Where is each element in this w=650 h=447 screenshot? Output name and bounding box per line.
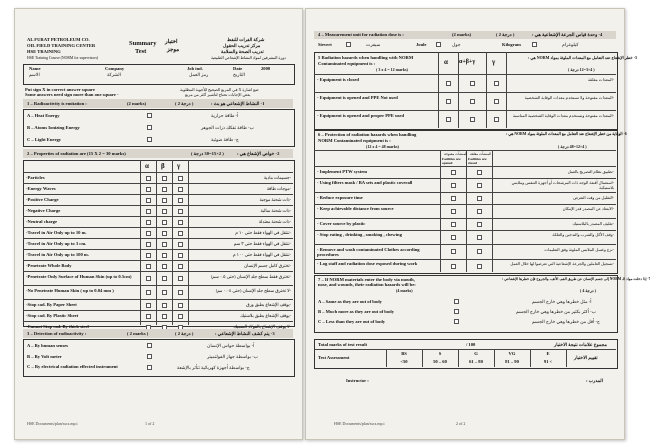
instructions-ar-2: بعض الإجابات تحتاج لتأشير أكثر من مربع (185, 92, 251, 97)
beta-header: β (161, 162, 165, 170)
q6-row-label: - Using filters mask / BA sets and plastic coverall (317, 180, 413, 185)
q2-row-label: -Cannot Stop cad. By thick steel (26, 324, 89, 329)
q5-row-label-ar: -المعدات مغلقة (587, 77, 614, 82)
q6-row-label-ar: -نزع وغسل الملابس الملوثة وفق التعليمات (544, 246, 614, 252)
q3-option-c-ar: ج- بواسطة أجهزة كهربائية تتأثر بالإشعة (177, 365, 250, 370)
q2-checkbox-alpha[interactable] (146, 253, 151, 258)
q6-row-label: - Remove and wash contaminated Clothes according procedures (317, 246, 420, 257)
q2-checkbox-beta[interactable] (162, 209, 167, 214)
q2-checkbox-alpha[interactable] (146, 314, 151, 319)
q5-title-line1: 5 Radiation hazards when handling with NORM (318, 55, 414, 60)
job-label: Job ind. (187, 66, 203, 71)
q2-checkbox-alpha[interactable] (146, 303, 151, 308)
q2-row-label-ar: -ذات شحنة سالبة (260, 208, 291, 213)
q7-checkbox-a[interactable] (454, 299, 459, 304)
doc-title-2: Test (135, 48, 147, 55)
q5-mixed-header: α+β+γ (459, 59, 476, 65)
q6-checkbox-closed[interactable] (477, 209, 482, 214)
q2-checkbox-alpha[interactable] (146, 209, 151, 214)
q2-title: 2 – Properties of radiation are (15 X 2 = 30 marks) (27, 151, 126, 156)
q1-title: 1 – Radioactivity is emitation : (27, 101, 87, 106)
center-name: OIL FIELD TRAINING CENTER (27, 43, 96, 48)
q2-row-label-ar: -تنتقل في الهواء فقط حتى ١٠٠ م (232, 252, 291, 257)
q2-checkbox-beta[interactable] (162, 253, 167, 258)
grade-code: S (438, 351, 442, 356)
unit-sievert: Sievert (318, 42, 332, 47)
q2-row-divider (23, 238, 293, 239)
q6-checkbox-closed[interactable] (477, 249, 482, 254)
q3-marks-ar: ( درجة 2 ) (175, 331, 194, 336)
date-label-ar: التاريخ (233, 72, 245, 77)
q5-checkbox-alpha[interactable] (446, 117, 451, 122)
q4-title-ar: 4- وحدة قياس الجرعة الإشعاعية هي : (532, 32, 603, 37)
q7-title-ar: 7- إذا دخلت مواد الـ NORM إلى جسم الإنسان عن طريق الفم، الأنف، والجروح فإن خطرها الإشعاعي : (502, 277, 650, 281)
q5-checkbox-mixed[interactable] (470, 81, 475, 86)
q6-row-divider (314, 244, 616, 245)
gamma-header: γ (177, 162, 181, 170)
q2-checkbox-alpha[interactable] (146, 220, 151, 225)
total-marks-label: Total marks of test result (318, 342, 367, 347)
q1-checkbox-c[interactable] (147, 137, 152, 142)
q6-checkbox-closed[interactable] (477, 235, 482, 240)
q7-marks: (4 marks) (396, 288, 413, 293)
q1-option-a: A – Heat Energy (27, 113, 60, 118)
company-label: Company (105, 66, 125, 71)
q1-marks-ar: ( درجة 2 ) (175, 101, 194, 106)
q2-checkbox-beta[interactable] (162, 242, 167, 247)
q4-marks: (2 marks) (452, 32, 472, 37)
q5-marks: ( 3 x 4 = 12 marks) (376, 67, 408, 72)
q5-row-label: - Equipment is opened and proper PPE used (317, 113, 405, 118)
q2-row-divider (23, 271, 293, 272)
q2-row-divider (23, 216, 293, 217)
q6-marks-ar: ( 4×12=48 درجة ) (558, 144, 587, 149)
q2-checkbox-beta[interactable] (162, 264, 167, 269)
q6-row-label: - Implement PTW system (317, 168, 368, 174)
q2-checkbox-alpha[interactable] (146, 276, 151, 281)
q6-row-label-ar: -تغليف المصدر بالبلاستيك (572, 220, 614, 226)
q1-option-b-ar: ب- طاقة تفكك ذرات الجوهر (201, 125, 255, 130)
q2-row-divider (23, 227, 293, 228)
q6-col1-ar: المنشآت مفتوحة (444, 152, 468, 156)
q1-checkbox-b[interactable] (147, 125, 152, 130)
q6-row-divider (314, 178, 616, 179)
q2-checkbox-beta[interactable] (162, 187, 167, 192)
q6-col2: Facilities are closed (468, 157, 487, 165)
course-name: HSE Training Course (NORM for supervisors) (27, 56, 99, 60)
q2-checkbox-gamma[interactable] (178, 314, 183, 319)
company-name-ar: شركة الفرات للنفط (227, 37, 265, 42)
q2-checkbox-alpha[interactable] (146, 264, 151, 269)
q2-row-divider (23, 285, 293, 286)
q2-row-label: -Neutral charge (26, 219, 57, 224)
q2-checkbox-alpha[interactable] (146, 198, 151, 203)
q2-checkbox-beta[interactable] (162, 290, 167, 295)
page2-footer-file: HSE Documents/plan/sscs.mp.t (334, 421, 385, 426)
q2-row-divider (23, 260, 293, 261)
q7-checkbox-c[interactable] (454, 319, 459, 324)
q6-row-divider (314, 204, 616, 205)
q7-title-line1: 7 – If NORM materials enter the body via mouth, (318, 277, 415, 282)
q6-checkbox-opened[interactable] (451, 235, 456, 240)
q2-checkbox-beta[interactable] (162, 176, 167, 181)
q2-row-label-ar: -تنتقل في الهواء فقط حتى ٣ سم (233, 241, 291, 246)
q6-row-label-ar: -وقف الأكل والشرب والتدخين والعلكة (552, 232, 614, 237)
instructions-1: Put sign X in correct answer square (25, 87, 95, 92)
q6-row-label-ar: -الابتعاد عن المصدر قدر الإمكان (562, 206, 614, 211)
q5-checkbox-gamma[interactable] (494, 117, 499, 122)
q2-row-label: -No Penetrate Human Skin ( up to 0.04 mm ) (26, 288, 114, 293)
q2-checkbox-gamma[interactable] (178, 209, 183, 214)
q5-title-ar: 5- خطر الإشعاع عند التعامل مع المعدات الملوثة بمواد NORM هي : (528, 55, 638, 60)
q2-row-divider (23, 205, 293, 206)
q2-row-label: -Penetrate Only Surface of Human Skin (up to 0.5cm) (26, 274, 132, 279)
q2-checkbox-alpha[interactable] (146, 187, 151, 192)
q6-row-divider (314, 259, 616, 260)
q6-checkbox-closed[interactable] (477, 196, 482, 201)
grade-code: BS (401, 351, 407, 356)
q2-row-label: -Travel in Air Only up to 3 cm. (26, 241, 87, 246)
center-name-ar: مركز تدريب الحقول (223, 43, 261, 48)
unit-joule-ar: جول (452, 42, 461, 47)
q2-checkbox-gamma[interactable] (178, 276, 183, 281)
q3-title: 3 – Detection of radioactivity : (27, 331, 87, 336)
q5-checkbox-alpha[interactable] (446, 81, 451, 86)
dept-name: HSE TRAINING (27, 49, 61, 54)
q7-checkbox-b[interactable] (454, 309, 459, 314)
q6-checkbox-opened[interactable] (451, 249, 456, 254)
unit-kilogram: Kilogram (502, 42, 521, 47)
q2-row-label-ar: -لا يوقف الإشعاع بالفولاذ السميك (233, 324, 291, 329)
doc-title-ar: اختبار (165, 39, 178, 45)
q6-col1: Facilities are opened (442, 157, 461, 165)
q3-checkbox-a[interactable] (147, 343, 152, 348)
q2-row-label: -Penetrate Whole Body (26, 263, 72, 268)
year-value: 2000 (261, 66, 271, 71)
q6-row-label: - Keep achievable distance from source (317, 206, 394, 211)
total-marks-value: / 100 (466, 342, 476, 347)
q2-checkbox-alpha[interactable] (146, 242, 151, 247)
q6-checkbox-closed[interactable] (477, 183, 482, 188)
test-page-1 (14, 8, 303, 440)
q3-marks: ( 2 marks ) (127, 331, 149, 336)
q2-row-label: -Stop cad. By Plastic Sheet (26, 313, 79, 318)
q2-row-label: -Particles (26, 175, 45, 180)
q6-row-label: - Stop eating , drinking , smoking , chewing (317, 232, 402, 237)
q2-row-label: -Negative Charge (26, 208, 61, 213)
grade-code: G (474, 351, 478, 356)
info-fields-box (23, 64, 295, 85)
q6-checkbox-opened[interactable] (451, 170, 456, 175)
company-label-ar: الشركة (107, 72, 121, 77)
unit-sievert-ar: سيفرت (366, 42, 381, 47)
q6-checkbox-opened[interactable] (451, 183, 456, 188)
unit-joule: Joule (416, 42, 427, 47)
q2-row-label-ar: -ذات شحنة موجبة (259, 197, 291, 202)
q6-checkbox-opened[interactable] (451, 264, 456, 269)
q2-row-label-ar: -جسيمات مادية (263, 175, 291, 180)
q4-title: 4 – Measurement unit for radiation dose is : (318, 32, 404, 37)
date-label: Date (233, 66, 243, 71)
q2-checkbox-gamma[interactable] (178, 253, 183, 258)
q5-row-divider (314, 110, 616, 111)
q2-checkbox-beta[interactable] (162, 303, 167, 308)
q2-row-label: -Travel in Air Only up to 10 m. (26, 230, 87, 235)
q6-row-divider (314, 192, 616, 193)
q7-option-b: B – Much more as they are out of body (318, 309, 395, 314)
q1-checkbox-a[interactable] (147, 113, 152, 118)
name-label: Name (29, 66, 41, 71)
q5-checkbox-mixed[interactable] (470, 99, 475, 104)
q2-row-label-ar: -يوقف الإشعاع بطبق ورق (246, 302, 291, 307)
q3-checkbox-c[interactable] (147, 365, 152, 370)
q6-checkbox-opened[interactable] (451, 196, 456, 201)
q2-checkbox-beta[interactable] (162, 276, 167, 281)
grade-range: <50 (400, 359, 408, 364)
test-page-2 (305, 8, 650, 440)
instructor-label: Instructor : (346, 378, 369, 383)
q3-option-a-ar: أ- بواسطة حواس الإنسان (207, 343, 255, 348)
q7-title-line2: nose, and wounds, their radiation hazards will be: (318, 282, 416, 287)
q5-gamma-header: γ (492, 58, 496, 66)
q2-row-divider (23, 249, 293, 250)
q2-checkbox-beta[interactable] (162, 231, 167, 236)
q5-alpha-header: α (444, 58, 448, 66)
instructions-2: Some answers need sign more than one square - (25, 92, 119, 97)
q2-row-label-ar: -تخترق فقط سطح جلد الإنسان (حتى ٠.٥ سم) (210, 274, 291, 279)
q3-option-b: B – By Volt meter (27, 354, 62, 359)
q2-row-divider (23, 194, 293, 195)
instructions-ar-1: ضع اشارة X في المربع الصحيح للأجوبة المطلوبة (180, 87, 259, 92)
q2-checkbox-gamma[interactable] (178, 290, 183, 295)
q2-checkbox-beta[interactable] (162, 314, 167, 319)
page1-footer-file: HSE Documents/plan/sscs.mp.t (27, 421, 78, 426)
q3-option-c: C – By electrical radiation effected instrument (27, 364, 118, 369)
q2-row-label-ar: -ذات شحنة معتدلة (258, 219, 291, 224)
page1-footer-page: 1 of 2 (145, 421, 155, 426)
q7-marks-ar: ( درجة 4 ) (580, 288, 597, 293)
grade-range: 61 – 80 (469, 359, 483, 364)
page2-footer-page: 2 of 2 (456, 421, 466, 426)
q7-option-a-ar: أ- مثل خطرها وهي خارج الجسم (532, 299, 592, 304)
q2-row-label-ar: -تنتقل في الهواء فقط حتى ١٠ م (235, 230, 291, 235)
q6-row-label-ar: -التقليل من وقت التعرض (573, 194, 614, 200)
q7-option-b-ar: ب- أكثر بكثير من خطرها وهي خارج الجسم (516, 309, 597, 314)
q1-option-c: C – Light Energy (27, 137, 62, 142)
q4-checkbox-joule[interactable] (436, 42, 441, 47)
instructor-label-ar: المدرب : (586, 378, 603, 383)
grade-range: 50 – 60 (433, 359, 447, 364)
name-label-ar: الاسم (29, 72, 40, 77)
q6-row-label-ar: -تسجيل العاملين والجرعة الإشعاعية التي تعرضوا لها خلال العمل (510, 261, 614, 266)
q2-row-divider (23, 299, 293, 300)
q3-title-ar: 3- يتم كشف النشاط الإشعاعي : (215, 331, 275, 336)
q2-title-ar: 2- خواص الإشعاع هي : (237, 151, 280, 156)
q2-row-label-ar: -موجات طاقة (266, 186, 291, 191)
q5-row-label: - Equipment is closed (317, 77, 359, 82)
q7-option-c-ar: ج- أقل من خطرها وهي خارج الجسم (532, 319, 600, 324)
q2-checkbox-alpha[interactable] (146, 231, 151, 236)
q6-marks: (12 x 4 = 48 marks) (366, 144, 399, 149)
q2-row-label: -Travel in Air Only up to 100 m. (26, 252, 89, 257)
q5-checkbox-mixed[interactable] (470, 117, 475, 122)
q5-row-label-ar: -المعدات مفتوحة وتستخدم معدات الوقاية الشخصية المناسبة (512, 113, 614, 118)
q2-checkbox-beta[interactable] (162, 198, 167, 203)
q6-row-label: - Cover source by plastic (317, 220, 366, 226)
q2-checkbox-gamma[interactable] (178, 264, 183, 269)
q2-checkbox-gamma[interactable] (178, 176, 183, 181)
q2-checkbox-gamma[interactable] (178, 220, 183, 225)
q6-col2-ar: المنشآت مغلقة (470, 152, 492, 156)
course-name-ar: دورة المشرفين لمواد النشاط الإشعاعي الطبيعية (211, 56, 286, 60)
grade-code: E (546, 351, 550, 356)
q2-row-label: -Energy Waves (26, 186, 56, 191)
alpha-header: α (145, 162, 149, 170)
q6-row-label: - Log staff and radiation dose exposed during work (317, 261, 418, 266)
q3-checkbox-b[interactable] (147, 354, 152, 359)
grade-code: VG (508, 351, 516, 356)
job-label-ar: رمز العمل (189, 72, 209, 77)
q2-checkbox-gamma[interactable] (178, 198, 183, 203)
q2-checkbox-gamma[interactable] (178, 187, 183, 192)
q3-option-b-ar: ب- بواسطة جهاز الفولتميتر (207, 354, 259, 359)
q2-checkbox-beta[interactable] (162, 220, 167, 225)
q6-row-label-ar: -استعمال أقنعة الوجه ذات المرشحات أو أجهزة التنفس وملابس بلاستيكية (511, 180, 614, 190)
q6-checkbox-opened[interactable] (451, 209, 456, 214)
doc-title: Summary (129, 40, 157, 47)
q2-row-label: -Positive Charge (26, 197, 59, 202)
total-marks-label-ar: مجموع علامات نتيجة الاختبار (554, 342, 607, 347)
q2-checkbox-alpha[interactable] (146, 290, 151, 295)
q6-checkbox-opened[interactable] (451, 222, 456, 227)
company-name: AL FURAT PETROLEUM CO. (27, 37, 90, 42)
q2-row-label: -Stop cad. By Paper Sheet (26, 302, 77, 307)
q5-checkbox-alpha[interactable] (446, 99, 451, 104)
dept-name-ar: تدريب الصحة والسلامة (221, 49, 264, 54)
q6-checkbox-closed[interactable] (477, 264, 482, 269)
q6-row-label: - Reduce exposure time (317, 194, 363, 200)
q2-row-label-ar: -تخترق كامل جسم الإنسان (243, 263, 291, 268)
q2-row-divider (23, 310, 293, 311)
q2-checkbox-alpha[interactable] (146, 176, 151, 181)
q2-row-label-ar: -يوقف الإشعاع بطبق بلاستيك (240, 313, 291, 318)
q5-marks-ar: ( 4×3=12 درجة ) (568, 67, 595, 72)
q1-option-b: B – Atoms Ionizing Energy (27, 125, 80, 130)
q4-marks-ar: ( درجة 2 ) (496, 32, 515, 37)
q5-row-label-ar: -المعدات مفتوحة ولا تستخدم معدات الوقاية الشخصية (524, 95, 614, 100)
q2-row-divider (23, 321, 293, 322)
q6-checkbox-closed[interactable] (477, 170, 482, 175)
grade-range: 81 – 90 (505, 359, 519, 364)
q1-title-ar: 1- النشاط الإشعاعي هو بث : (211, 101, 265, 106)
q1-marks: (2 marks) (127, 101, 147, 106)
q4-checkbox-kilogram[interactable] (532, 42, 537, 47)
q2-checkbox-gamma[interactable] (178, 231, 183, 236)
q7-option-a: A – Same as they are out of body (318, 299, 382, 304)
grade-range: 91 < (543, 359, 553, 364)
assessment-label-ar: تقييم الاختبار (574, 355, 598, 360)
q6-checkbox-closed[interactable] (477, 222, 482, 227)
q5-checkbox-gamma[interactable] (494, 81, 499, 86)
q6-row-label-ar: -تطبيق نظام التصريح بالعمل (567, 168, 614, 174)
q2-row-divider (23, 183, 293, 184)
q6-row-divider (314, 230, 616, 231)
q2-checkbox-gamma[interactable] (178, 303, 183, 308)
q6-row-divider (314, 218, 616, 219)
q3-option-a: A – By human senses (27, 343, 69, 348)
q6-title-ar: 6- الوقاية من خطر الإشعاع عند التعامل مع المعدات الملوثة بمواد NORM هي : (506, 132, 627, 136)
q5-checkbox-gamma[interactable] (494, 99, 499, 104)
q2-row-label-ar: -لا تخترق سطح جلد الإنسان (حتى ٠.٠٤ مم) (215, 288, 291, 293)
q7-option-c: C – Less than they are out of body (318, 319, 386, 324)
q6-title-line1: 6 – Protection of radiation hazards when handling (318, 132, 417, 137)
doc-title-ar-2: موجز (167, 47, 180, 53)
q5-title-line2: Contaminated equipment is : (318, 61, 376, 66)
q2-checkbox-gamma[interactable] (178, 242, 183, 247)
q5-row-divider (314, 92, 616, 93)
q4-checkbox-sievert[interactable] (346, 42, 351, 47)
q5-row-label: - Equipment is opened and PPE Not used (317, 95, 398, 100)
unit-kilogram-ar: كيلوغرام (562, 42, 579, 47)
q6-title-line2: NORM Contaminated equipment is : (318, 138, 391, 143)
q2-marks-ar: ( 2×15=30 درجة ) (191, 151, 224, 156)
assessment-label: Test Assessment (318, 355, 350, 360)
q1-option-a-ar: أ- طاقة حرارية (211, 113, 239, 118)
q1-option-c-ar: ج- طاقة ضوئية (211, 137, 239, 142)
